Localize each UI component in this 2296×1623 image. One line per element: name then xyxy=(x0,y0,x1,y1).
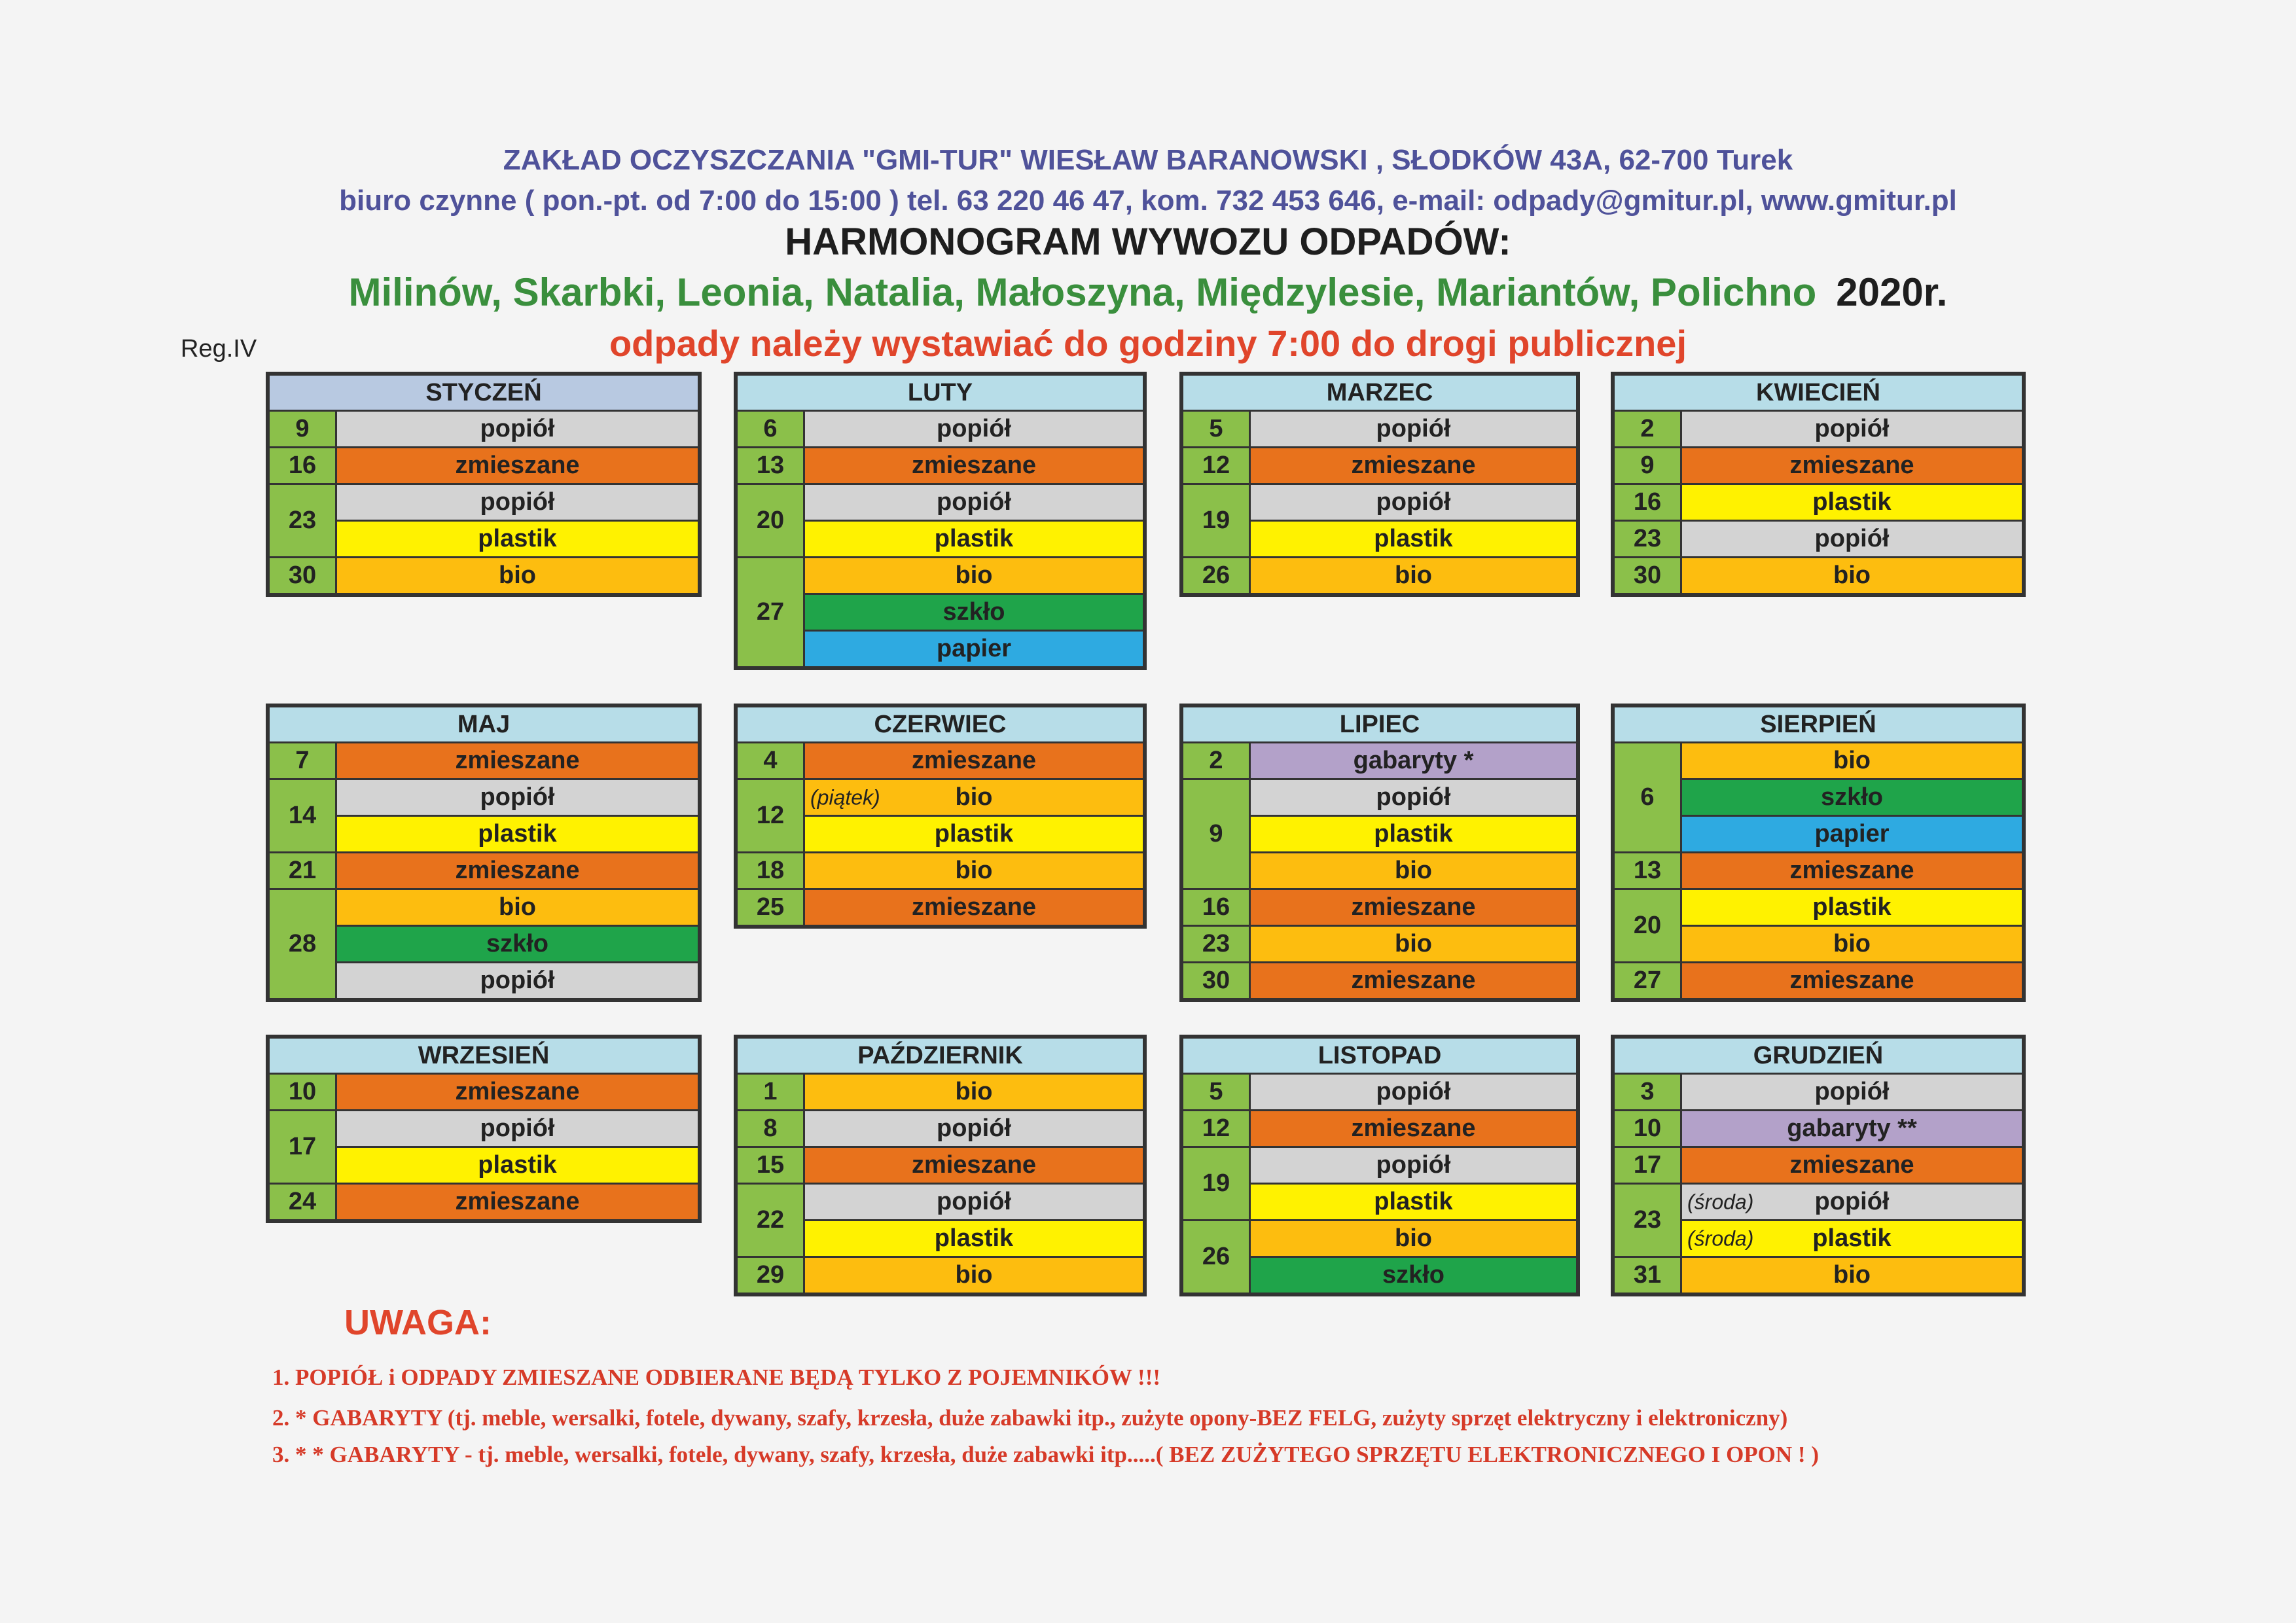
pickup-day: 9 xyxy=(1183,780,1249,888)
waste-type-papier xyxy=(805,632,1143,666)
pickup-day: 30 xyxy=(270,558,335,593)
month-title: LUTY xyxy=(738,376,1143,410)
waste-type-bio xyxy=(1251,927,1576,961)
waste-type-popiol xyxy=(337,485,698,520)
waste-type-label: zmieszane xyxy=(911,1151,1037,1179)
weekday-note: (środa) xyxy=(1687,1190,1754,1213)
month-title: CZERWIEC xyxy=(738,707,1143,741)
uwaga-title: UWAGA: xyxy=(344,1303,492,1342)
waste-type-label: popiół xyxy=(1814,415,1890,442)
waste-type-plastik xyxy=(1682,1221,2022,1256)
waste-type-label: bio xyxy=(955,1261,993,1289)
waste-type-label: popiół xyxy=(1376,1078,1451,1105)
pickup-day: 12 xyxy=(1183,1111,1249,1146)
waste-type-plastik xyxy=(1251,1185,1576,1219)
waste-type-label: papier xyxy=(1814,820,1890,847)
waste-type-label: szkło xyxy=(1820,783,1884,811)
pickup-day: 16 xyxy=(1615,485,1680,520)
waste-type-label: bio xyxy=(1833,562,1871,589)
waste-type-bio xyxy=(805,1258,1143,1293)
waste-type-label: plastik xyxy=(934,1224,1014,1252)
villages-list: Milinów, Skarbki, Leonia, Natalia, Małoszyna, Międzylesie, Mariantów, Polichno xyxy=(348,270,1817,314)
waste-type-bio xyxy=(805,1075,1143,1109)
waste-type-label: bio xyxy=(1833,930,1871,957)
waste-type-label: popiół xyxy=(1814,525,1890,552)
waste-type-label: popiół xyxy=(480,1115,555,1142)
pickup-day: 17 xyxy=(1615,1148,1680,1183)
waste-type-zmieszane xyxy=(337,448,698,483)
company-line: ZAKŁAD OCZYSZCZANIA "GMI-TUR" WIESŁAW BARANOWSKI , SŁODKÓW 43A, 62-700 Turek xyxy=(503,144,1793,176)
waste-type-popiol xyxy=(337,412,698,446)
pickup-day: 21 xyxy=(270,853,335,888)
waste-type-popiol xyxy=(1251,1075,1576,1109)
waste-type-label: popiół xyxy=(1376,415,1451,442)
waste-type-label: popiół xyxy=(480,415,555,442)
waste-type-popiol xyxy=(337,1111,698,1146)
office-hours-line: biuro czynne ( pon.-pt. od 7:00 do 15:00 ) tel. 63 220 46 47, kom. 732 453 646, e-mail: odpady@gmitur.pl, www.gmitur.pl xyxy=(339,185,1957,217)
waste-type-zmieszane xyxy=(1251,1111,1576,1146)
waste-type-label: popiół xyxy=(1376,1151,1451,1179)
waste-type-label: zmieszane xyxy=(911,893,1037,921)
waste-type-label: zmieszane xyxy=(455,1188,580,1215)
waste-type-label: popiół xyxy=(937,488,1011,516)
waste-type-popiol xyxy=(1251,1148,1576,1183)
pickup-day: 6 xyxy=(738,412,803,446)
waste-type-label: bio xyxy=(1395,857,1432,884)
month-table-listopad xyxy=(1179,1035,1580,1296)
waste-type-plastik xyxy=(805,817,1143,851)
waste-type-zmieszane xyxy=(337,1075,698,1109)
waste-type-label: papier xyxy=(936,635,1012,662)
pickup-day: 16 xyxy=(1183,890,1249,925)
pickup-day: 2 xyxy=(1183,743,1249,778)
waste-type-papier xyxy=(1682,817,2022,851)
pickup-day: 19 xyxy=(1183,1148,1249,1219)
waste-type-label: zmieszane xyxy=(455,747,580,774)
waste-type-label: popiół xyxy=(1376,488,1451,516)
pickup-day: 19 xyxy=(1183,485,1249,556)
pickup-day: 7 xyxy=(270,743,335,778)
waste-type-popiol xyxy=(1251,485,1576,520)
waste-type-label: popiół xyxy=(480,488,555,516)
waste-type-bio xyxy=(1251,1221,1576,1256)
waste-type-popiol xyxy=(1682,522,2022,556)
waste-type-gabaryty xyxy=(1251,743,1576,778)
pickup-day: 12 xyxy=(1183,448,1249,483)
waste-type-zmieszane xyxy=(805,743,1143,778)
waste-type-label: bio xyxy=(1395,562,1432,589)
month-table-lipiec xyxy=(1179,704,1580,1002)
waste-type-label: zmieszane xyxy=(1351,967,1476,994)
waste-type-popiol xyxy=(805,1185,1143,1219)
pickup-day: 29 xyxy=(738,1258,803,1293)
waste-type-popiol xyxy=(805,485,1143,520)
month-title: KWIECIEŃ xyxy=(1615,376,2022,410)
pickup-day: 25 xyxy=(738,890,803,925)
waste-type-bio xyxy=(1251,558,1576,593)
waste-type-label: zmieszane xyxy=(1789,452,1914,479)
waste-type-plastik xyxy=(1682,890,2022,925)
waste-type-label: plastik xyxy=(1812,893,1892,921)
waste-type-zmieszane xyxy=(1251,963,1576,998)
waste-type-zmieszane xyxy=(805,1148,1143,1183)
waste-type-plastik xyxy=(337,1148,698,1183)
pickup-day: 23 xyxy=(1615,1185,1680,1256)
waste-type-popiol xyxy=(1682,412,2022,446)
pickup-day: 13 xyxy=(738,448,803,483)
month-table-sierpien xyxy=(1611,704,2026,1002)
waste-type-label: popiół xyxy=(480,967,555,994)
pickup-day: 27 xyxy=(738,558,803,666)
waste-type-label: bio xyxy=(1395,1224,1432,1252)
month-title: MARZEC xyxy=(1183,376,1576,410)
pickup-day: 23 xyxy=(1615,522,1680,556)
pickup-day: 12 xyxy=(738,780,803,851)
pickup-day: 4 xyxy=(738,743,803,778)
waste-type-zmieszane xyxy=(805,448,1143,483)
pickup-day: 24 xyxy=(270,1185,335,1219)
pickup-day: 10 xyxy=(270,1075,335,1109)
pickup-day: 23 xyxy=(1183,927,1249,961)
waste-type-popiol xyxy=(805,1111,1143,1146)
month-title: MAJ xyxy=(270,707,698,741)
uwaga-note-1: 1. POPIÓŁ i ODPADY ZMIESZANE ODBIERANE BĘDĄ TYLKO Z POJEMNIKÓW !!! xyxy=(272,1364,1161,1390)
schedule-title: HARMONOGRAM WYWOZU ODPADÓW: xyxy=(785,221,1511,263)
waste-type-bio xyxy=(1682,1258,2022,1293)
pickup-day: 15 xyxy=(738,1148,803,1183)
weekday-note: (środa) xyxy=(1687,1226,1754,1250)
year-label: 2020r. xyxy=(1836,270,1948,314)
waste-type-plastik xyxy=(1682,485,2022,520)
month-title: LISTOPAD xyxy=(1183,1039,1576,1073)
waste-type-label: zmieszane xyxy=(911,452,1037,479)
pickup-notice: odpady należy wystawiać do godziny 7:00 do drogi publicznej xyxy=(609,323,1687,364)
pickup-day: 30 xyxy=(1615,558,1680,593)
waste-type-zmieszane xyxy=(337,853,698,888)
waste-type-zmieszane xyxy=(1682,1148,2022,1183)
waste-type-zmieszane xyxy=(1682,448,2022,483)
waste-type-bio xyxy=(337,890,698,925)
pickup-day: 28 xyxy=(270,890,335,998)
waste-type-label: zmieszane xyxy=(1789,1151,1914,1179)
waste-type-bio xyxy=(1682,558,2022,593)
waste-type-label: bio xyxy=(955,1078,993,1105)
waste-type-label: bio xyxy=(1833,747,1871,774)
pickup-day: 9 xyxy=(270,412,335,446)
month-title: PAŹDZIERNIK xyxy=(738,1039,1143,1073)
waste-type-label: plastik xyxy=(1812,488,1892,516)
waste-type-label: plastik xyxy=(934,525,1014,552)
waste-type-szklo xyxy=(805,595,1143,630)
pickup-day: 22 xyxy=(738,1185,803,1256)
waste-type-label: plastik xyxy=(1374,525,1453,552)
waste-type-label: plastik xyxy=(1812,1224,1892,1252)
region-label: Reg.IV xyxy=(181,335,257,363)
pickup-day: 5 xyxy=(1183,412,1249,446)
waste-type-label: zmieszane xyxy=(455,1078,580,1105)
waste-type-label: bio xyxy=(499,893,536,921)
villages-line xyxy=(0,270,2296,315)
pickup-day: 18 xyxy=(738,853,803,888)
pickup-day: 23 xyxy=(270,485,335,556)
waste-type-label: zmieszane xyxy=(455,452,580,479)
waste-type-bio xyxy=(337,558,698,593)
waste-type-bio xyxy=(1682,743,2022,778)
waste-type-label: popiół xyxy=(937,415,1011,442)
waste-type-plastik xyxy=(337,817,698,851)
waste-type-szklo xyxy=(337,927,698,961)
waste-type-popiol xyxy=(1682,1075,2022,1109)
waste-type-zmieszane xyxy=(337,743,698,778)
waste-type-label: plastik xyxy=(1374,820,1453,847)
pickup-day: 30 xyxy=(1183,963,1249,998)
month-title: LIPIEC xyxy=(1183,707,1576,741)
waste-type-label: gabaryty * xyxy=(1353,747,1474,774)
waste-type-plastik xyxy=(1251,522,1576,556)
pickup-day: 27 xyxy=(1615,963,1680,998)
waste-type-bio xyxy=(805,780,1143,815)
weekday-note: (piątek) xyxy=(810,785,880,809)
waste-type-plastik xyxy=(805,1221,1143,1256)
pickup-day: 20 xyxy=(1615,890,1680,961)
uwaga-note-3: 3. * * GABARYTY - tj. meble, wersalki, fotele, dywany, szafy, krzesła, duże zabawki itp.....( BEZ ZUŻYTEGO SPRZĘTU ELEKTRONICZNEGO I OPON ! ) xyxy=(272,1442,1819,1467)
pickup-day: 3 xyxy=(1615,1075,1680,1109)
waste-type-label: szkło xyxy=(1382,1261,1445,1289)
month-title: GRUDZIEŃ xyxy=(1615,1039,2022,1073)
waste-type-label: gabaryty ** xyxy=(1787,1115,1917,1142)
waste-type-szklo xyxy=(1682,780,2022,815)
waste-type-bio xyxy=(805,558,1143,593)
waste-type-label: bio xyxy=(1395,930,1432,957)
month-table-wrzesien xyxy=(266,1035,702,1223)
pickup-day: 20 xyxy=(738,485,803,556)
waste-type-label: popiół xyxy=(1376,783,1451,811)
pickup-day: 6 xyxy=(1615,743,1680,851)
waste-type-plastik xyxy=(1251,817,1576,851)
waste-type-label: szkło xyxy=(942,598,1005,626)
pickup-day: 26 xyxy=(1183,1221,1249,1293)
month-table-styczen xyxy=(266,372,702,597)
waste-type-zmieszane xyxy=(1682,853,2022,888)
month-title: WRZESIEŃ xyxy=(270,1039,698,1073)
pickup-day: 17 xyxy=(270,1111,335,1183)
waste-type-label: zmieszane xyxy=(1351,893,1476,921)
waste-type-label: popiół xyxy=(1814,1188,1890,1215)
waste-type-popiol xyxy=(337,780,698,815)
waste-type-zmieszane xyxy=(337,1185,698,1219)
waste-type-szklo xyxy=(1251,1258,1576,1293)
waste-type-zmieszane xyxy=(805,890,1143,925)
month-title: STYCZEŃ xyxy=(270,376,698,410)
pickup-day: 8 xyxy=(738,1111,803,1146)
waste-type-popiol xyxy=(337,963,698,998)
waste-type-zmieszane xyxy=(1251,448,1576,483)
month-table-maj xyxy=(266,704,702,1002)
waste-type-label: szkło xyxy=(486,930,549,957)
waste-type-label: zmieszane xyxy=(1789,967,1914,994)
month-table-pazdziernik xyxy=(734,1035,1147,1296)
month-table-luty xyxy=(734,372,1147,670)
waste-type-plastik xyxy=(805,522,1143,556)
waste-type-label: zmieszane xyxy=(1351,1115,1476,1142)
waste-type-bio xyxy=(805,853,1143,888)
waste-type-label: bio xyxy=(955,857,993,884)
waste-type-label: zmieszane xyxy=(1789,857,1914,884)
waste-type-label: popiół xyxy=(937,1115,1011,1142)
waste-type-popiol xyxy=(805,412,1143,446)
waste-type-label: plastik xyxy=(478,820,557,847)
pickup-day: 2 xyxy=(1615,412,1680,446)
waste-type-bio xyxy=(1682,927,2022,961)
waste-type-label: popiół xyxy=(480,783,555,811)
waste-type-label: bio xyxy=(499,562,536,589)
month-table-czerwiec xyxy=(734,704,1147,929)
waste-type-label: plastik xyxy=(934,820,1014,847)
waste-type-label: bio xyxy=(955,562,993,589)
waste-type-label: zmieszane xyxy=(455,857,580,884)
month-title: SIERPIEŃ xyxy=(1615,707,2022,741)
pickup-day: 26 xyxy=(1183,558,1249,593)
waste-type-plastik xyxy=(337,522,698,556)
pickup-day: 13 xyxy=(1615,853,1680,888)
waste-type-label: zmieszane xyxy=(1351,452,1476,479)
month-table-marzec xyxy=(1179,372,1580,597)
waste-type-label: popiół xyxy=(937,1188,1011,1215)
pickup-day: 5 xyxy=(1183,1075,1249,1109)
pickup-day: 31 xyxy=(1615,1258,1680,1293)
month-table-grudzien xyxy=(1611,1035,2026,1296)
waste-type-zmieszane xyxy=(1682,963,2022,998)
pickup-day: 1 xyxy=(738,1075,803,1109)
waste-type-popiol xyxy=(1251,780,1576,815)
waste-type-gabaryty xyxy=(1682,1111,2022,1146)
waste-type-popiol xyxy=(1682,1185,2022,1219)
waste-type-popiol xyxy=(1251,412,1576,446)
month-table-kwiecien xyxy=(1611,372,2026,597)
waste-type-label: plastik xyxy=(478,1151,557,1179)
waste-type-zmieszane xyxy=(1251,890,1576,925)
pickup-day: 9 xyxy=(1615,448,1680,483)
waste-type-label: plastik xyxy=(1374,1188,1453,1215)
waste-type-label: plastik xyxy=(478,525,557,552)
pickup-day: 16 xyxy=(270,448,335,483)
waste-type-label: bio xyxy=(955,783,993,811)
waste-type-label: zmieszane xyxy=(911,747,1037,774)
waste-type-bio xyxy=(1251,853,1576,888)
uwaga-note-2: 2. * GABARYTY (tj. meble, wersalki, fotele, dywany, szafy, krzesła, duże zabawki itp., zużyte opony-BEZ FELG, zużyty sprzęt elektryczny i elektroniczny) xyxy=(272,1405,1788,1431)
pickup-day: 14 xyxy=(270,780,335,851)
waste-type-label: bio xyxy=(1833,1261,1871,1289)
waste-type-label: popiół xyxy=(1814,1078,1890,1105)
pickup-day: 10 xyxy=(1615,1111,1680,1146)
